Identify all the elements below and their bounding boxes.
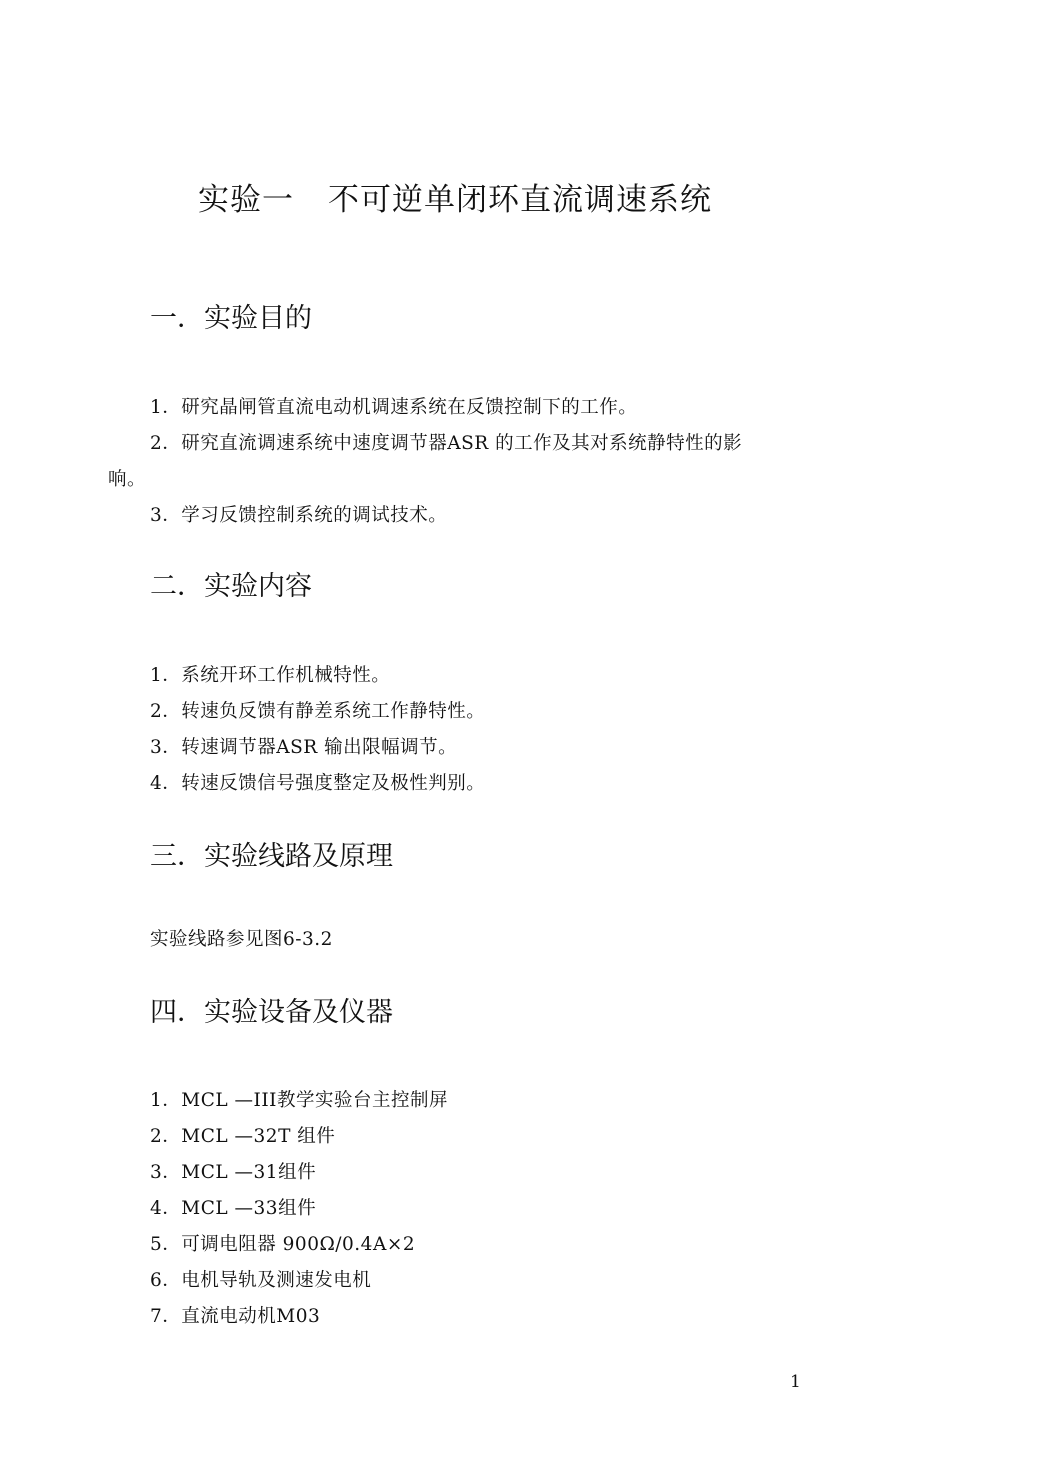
objective-item-2-continuation: 响。	[108, 469, 147, 490]
circuit-reference: 实验线路参见图6-3.2	[150, 929, 333, 950]
section-heading-equipment: 四．实验设备及仪器	[150, 997, 393, 1028]
objective-item-1: 1．研究晶闸管直流电动机调速系统在反馈控制下的工作。	[150, 397, 638, 418]
objective-item-2: 2．研究直流调速系统中速度调节器ASR 的工作及其对系统静特性的影	[150, 433, 743, 454]
equipment-item-4: 4．MCL —33组件	[150, 1198, 317, 1219]
equipment-item-3: 3．MCL —31组件	[150, 1162, 317, 1183]
content-item-1: 1．系统开环工作机械特性。	[150, 665, 391, 686]
title-part-2: 不可逆单闭环直流调速系统	[328, 182, 712, 218]
equipment-item-5: 5．可调电阻器 900Ω/0.4A×2	[150, 1234, 416, 1255]
section-heading-content: 二．实验内容	[150, 571, 312, 602]
equipment-item-7: 7．直流电动机M03	[150, 1306, 321, 1327]
section-heading-circuit: 三．实验线路及原理	[150, 841, 393, 872]
objective-item-3: 3．学习反馈控制系统的调试技术。	[150, 505, 448, 526]
equipment-item-2: 2．MCL —32T 组件	[150, 1126, 336, 1147]
content-item-2: 2．转速负反馈有静差系统工作静特性。	[150, 701, 486, 722]
content-item-3: 3．转速调节器ASR 输出限幅调节。	[150, 737, 458, 758]
page-number: 1	[790, 1372, 801, 1392]
equipment-item-6: 6．电机导轨及测速发电机	[150, 1270, 372, 1291]
equipment-item-1: 1．MCL —III教学实验台主控制屏	[150, 1090, 448, 1111]
document-title	[198, 174, 712, 219]
title-part-1: 实验一	[198, 182, 294, 218]
section-heading-objectives: 一．实验目的	[150, 303, 312, 334]
content-item-4: 4．转速反馈信号强度整定及极性判别。	[150, 773, 486, 794]
